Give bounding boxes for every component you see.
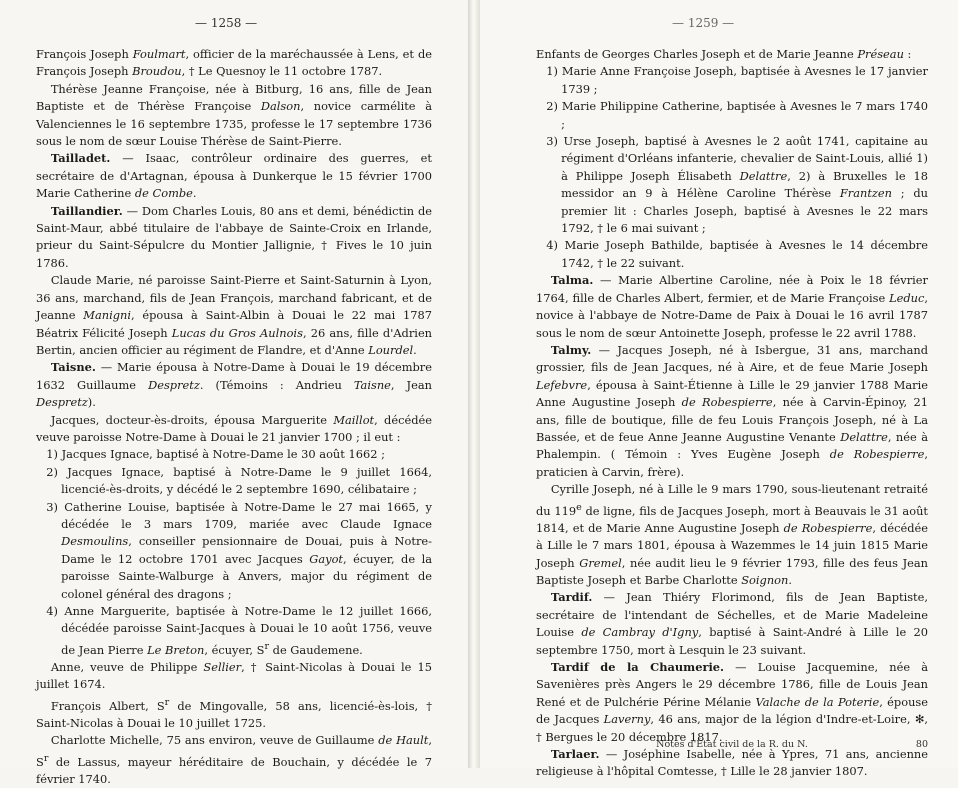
- left-paragraph: Jacques, docteur-ès-droits, épousa Marguerite Maillot, décédée veuve paroisse Notre-Dame à Douai le 21 janvier 1700 ; il eut :: [36, 412, 432, 444]
- left-paragraph: Anne, veuve de Philippe Sellier, † Saint-Nicolas à Douai le 15 juillet 1674.: [36, 660, 432, 692]
- right-paragraph: Tarlaer. — Joséphine Isabelle, née à Ypres, 71 ans, ancienne religieuse à l'hôpital Comtesse, † Lille le 28 janvier 1807.: [536, 747, 928, 779]
- left-paragraph: Taillandier. — Dom Charles Louis, 80 ans et demi, bénédictin de Saint-Maur, abbé titulaire de l'abbaye de Sainte-Croix en Irlande, prieur du Saint-Sépulcre du Montier Jallignie, † Fives le 10 juin 1786.: [36, 203, 432, 270]
- left-paragraph: Charlotte Michelle, 75 ans environ, veuve de Guillaume de Hault, $S^r$ de Lassus, mayeur héréditaire de Bouchain, y décédée le 7 février 1740.: [36, 733, 432, 787]
- right-paragraph: 2) Marie Philippine Catherine, baptisée à Avesnes le 7 mars 1740 ;: [546, 99, 928, 131]
- right-page-number: — 1259 —: [672, 16, 735, 30]
- left-paragraph: Tailladet. — Isaac, contrôleur ordinaire des guerres, et secrétaire de d'Artagnan, épousa à Dunkerque le 15 février 1700 Marie Catherine de Combe.: [36, 151, 432, 201]
- right-paragraph: Talmy. — Jacques Joseph, né à Isbergue, 31 ans, marchand grossier, fils de Jean Jacques, né à Aire, et de feue Marie Joseph Lefebvre, épousa à Saint-Étienne à Lille le 29 janvier 1788 Marie Anne Augustine Joseph de Robespierre, née à Carvin-Épinoy, 21 ans, fille de boutique, fille de feu Louis François Joseph, né à La Bassée, et de feue Anne Jeanne Augustine Venante Delattre, née à Phalempin. ( Témoin : Yves Eugène Joseph de Robespierre, praticien à Carvin, frère).: [536, 342, 929, 479]
- left-paragraph: Thérèse Jeanne Françoise, née à Bitburg, 16 ans, fille de Jean Baptiste et de Thérèse Françoise Dalson, novice carmélite à Valenciennes le 16 septembre 1735, professe le 17 septembre 1736 sous le nom de sœur Louise Thérèse de Saint-Pierre.: [36, 81, 432, 149]
- right-paragraph: Cyrille Joseph, né à Lille le 9 mars 1790, sous-lieutenant retraité du 119e de ligne, fils de Jacques Joseph, mort à Beauvais le 31 août 1814, et de Marie Anne Augustine Joseph de Robespierre, décédée à Lille le 7 mars 1801, épousa à Wazemmes le 14 juin 1815 Marie Joseph Gremel, née audit lieu le 9 février 1793, fille des feus Jean Baptiste Joseph et Barbe Charlotte Soignon.: [536, 482, 928, 587]
- right-paragraph: 1) Marie Anne Françoise Joseph, baptisée à Avesnes le 17 janvier 1739 ;: [546, 64, 928, 96]
- right-paragraph: Enfants de Georges Charles Joseph et de Marie Jeanne Préseau :: [536, 47, 912, 61]
- right-page-text: [536, 46, 928, 781]
- left-paragraph: Claude Marie, né paroisse Saint-Pierre et Saint-Saturnin à Lyon, 36 ans, marchand, fils de Jean François, marchand fabricant, et de Jeanne Manigni, épousa à Saint-Albin à Douai le 22 mai 1787 Béatrix Félicité Joseph Lucas du Gros Aulnois, 26 ans, fille d'Adrien Bertin, ancien officier au régiment de Flandre, et d'Anne Lourdel.: [36, 273, 433, 357]
- left-page-number: — 1258 —: [195, 16, 258, 30]
- left-paragraph: François Albert, $S^r$ de Mingovalle, 58 ans, licencié-ès-lois, † Saint-Nicolas à Douai le 10 juillet 1725.: [36, 696, 432, 731]
- footer-sheet-number: 80: [915, 739, 928, 750]
- left-page-text: [36, 46, 432, 788]
- right-paragraph: 4) Marie Joseph Bathilde, baptisée à Avesnes le 14 décembre 1742, † le 22 suivant.: [546, 238, 928, 270]
- right-paragraph: Tardif. — Jean Thiéry Florimond, fils de Jean Baptiste, secrétaire de l'intendant de Séchelles, et de Marie Madeleine Louise de Cambray d'Igny, baptisé à Saint-André à Lille le 20 septembre 1750, mort à Lesquin le 23 suivant.: [536, 590, 929, 657]
- left-paragraph: 1) Jacques Ignace, baptisé à Notre-Dame le 30 août 1662 ;: [46, 447, 385, 462]
- left-page: [0, 0, 468, 787]
- book-gutter: [468, 0, 480, 768]
- left-paragraph: 4) Anne Marguerite, baptisée à Notre-Dame le 12 juillet 1666, décédée paroisse Saint-Jacques à Douai le 10 août 1756, veuve de Jean Pierre Le Breton, écuyer, $S^r$ de Gaudemene.: [46, 604, 432, 657]
- left-paragraph: François Joseph Foulmart, officier de la maréchaussée à Lens, et de François Joseph Broudou, † Le Quesnoy le 11 octobre 1787.: [36, 47, 432, 79]
- right-paragraph: Tardif de la Chaumerie. — Louise Jacquemine, née à Savenières près Angers le 29 décembre 1786, fille de Louis Jean René et de Pulchérie Périne Mélanie Valache de la Poterie, épouse de Jacques Laverny, 46 ans, major de la légion d'Indre-et-Loire, ✻, † Bergues le 20 décembre 1817.: [536, 660, 929, 744]
- right-paragraph: 3) Urse Joseph, baptisé à Avesnes le 2 août 1741, capitaine au régiment d'Orléans infanterie, chevalier de Saint-Louis, allié 1) à Philippe Joseph Élisabeth Delattre, 2) à Bruxelles le 18 messidor an 9 à Hélène Caroline Thérèse Frantzen ; du premier lit : Charles Joseph, baptisé à Avesnes le 22 mars 1792, † le 6 mai suivant ;: [546, 134, 928, 236]
- left-paragraph: 3) Catherine Louise, baptisée à Notre-Dame le 27 mai 1665, y décédée le 3 mars 1709, mariée avec Claude Ignace Desmoulins, conseiller pensionnaire de Douai, puis à Notre-Dame le 12 octobre 1701 avec Jacques Gayot, écuyer, de la paroisse Sainte-Walburge à Anvers, major du régiment de colonel général des dragons ;: [46, 499, 432, 601]
- left-paragraph: Taisne. — Marie épousa à Notre-Dame à Douai le 19 décembre 1632 Guillaume Despretz. (Témoins : Andrieu Taisne, Jean Despretz).: [36, 360, 432, 410]
- left-paragraph: 2) Jacques Ignace, baptisé à Notre-Dame le 9 juillet 1664, licencié-ès-droits, y décédé le 2 septembre 1690, célibataire ;: [46, 464, 432, 497]
- footer-title: Notes d'État civil de la R. du N.: [656, 739, 808, 750]
- right-paragraph: Talma. — Marie Albertine Caroline, née à Poix le 18 février 1764, fille de Charles Albert, fermier, et de Marie Françoise Leduc, novice à l'abbaye de Notre-Dame de Paix à Douai le 16 avril 1787 sous le nom de sœur Antoinette Joseph, professe le 22 avril 1788.: [536, 273, 928, 340]
- right-page: [480, 0, 958, 779]
